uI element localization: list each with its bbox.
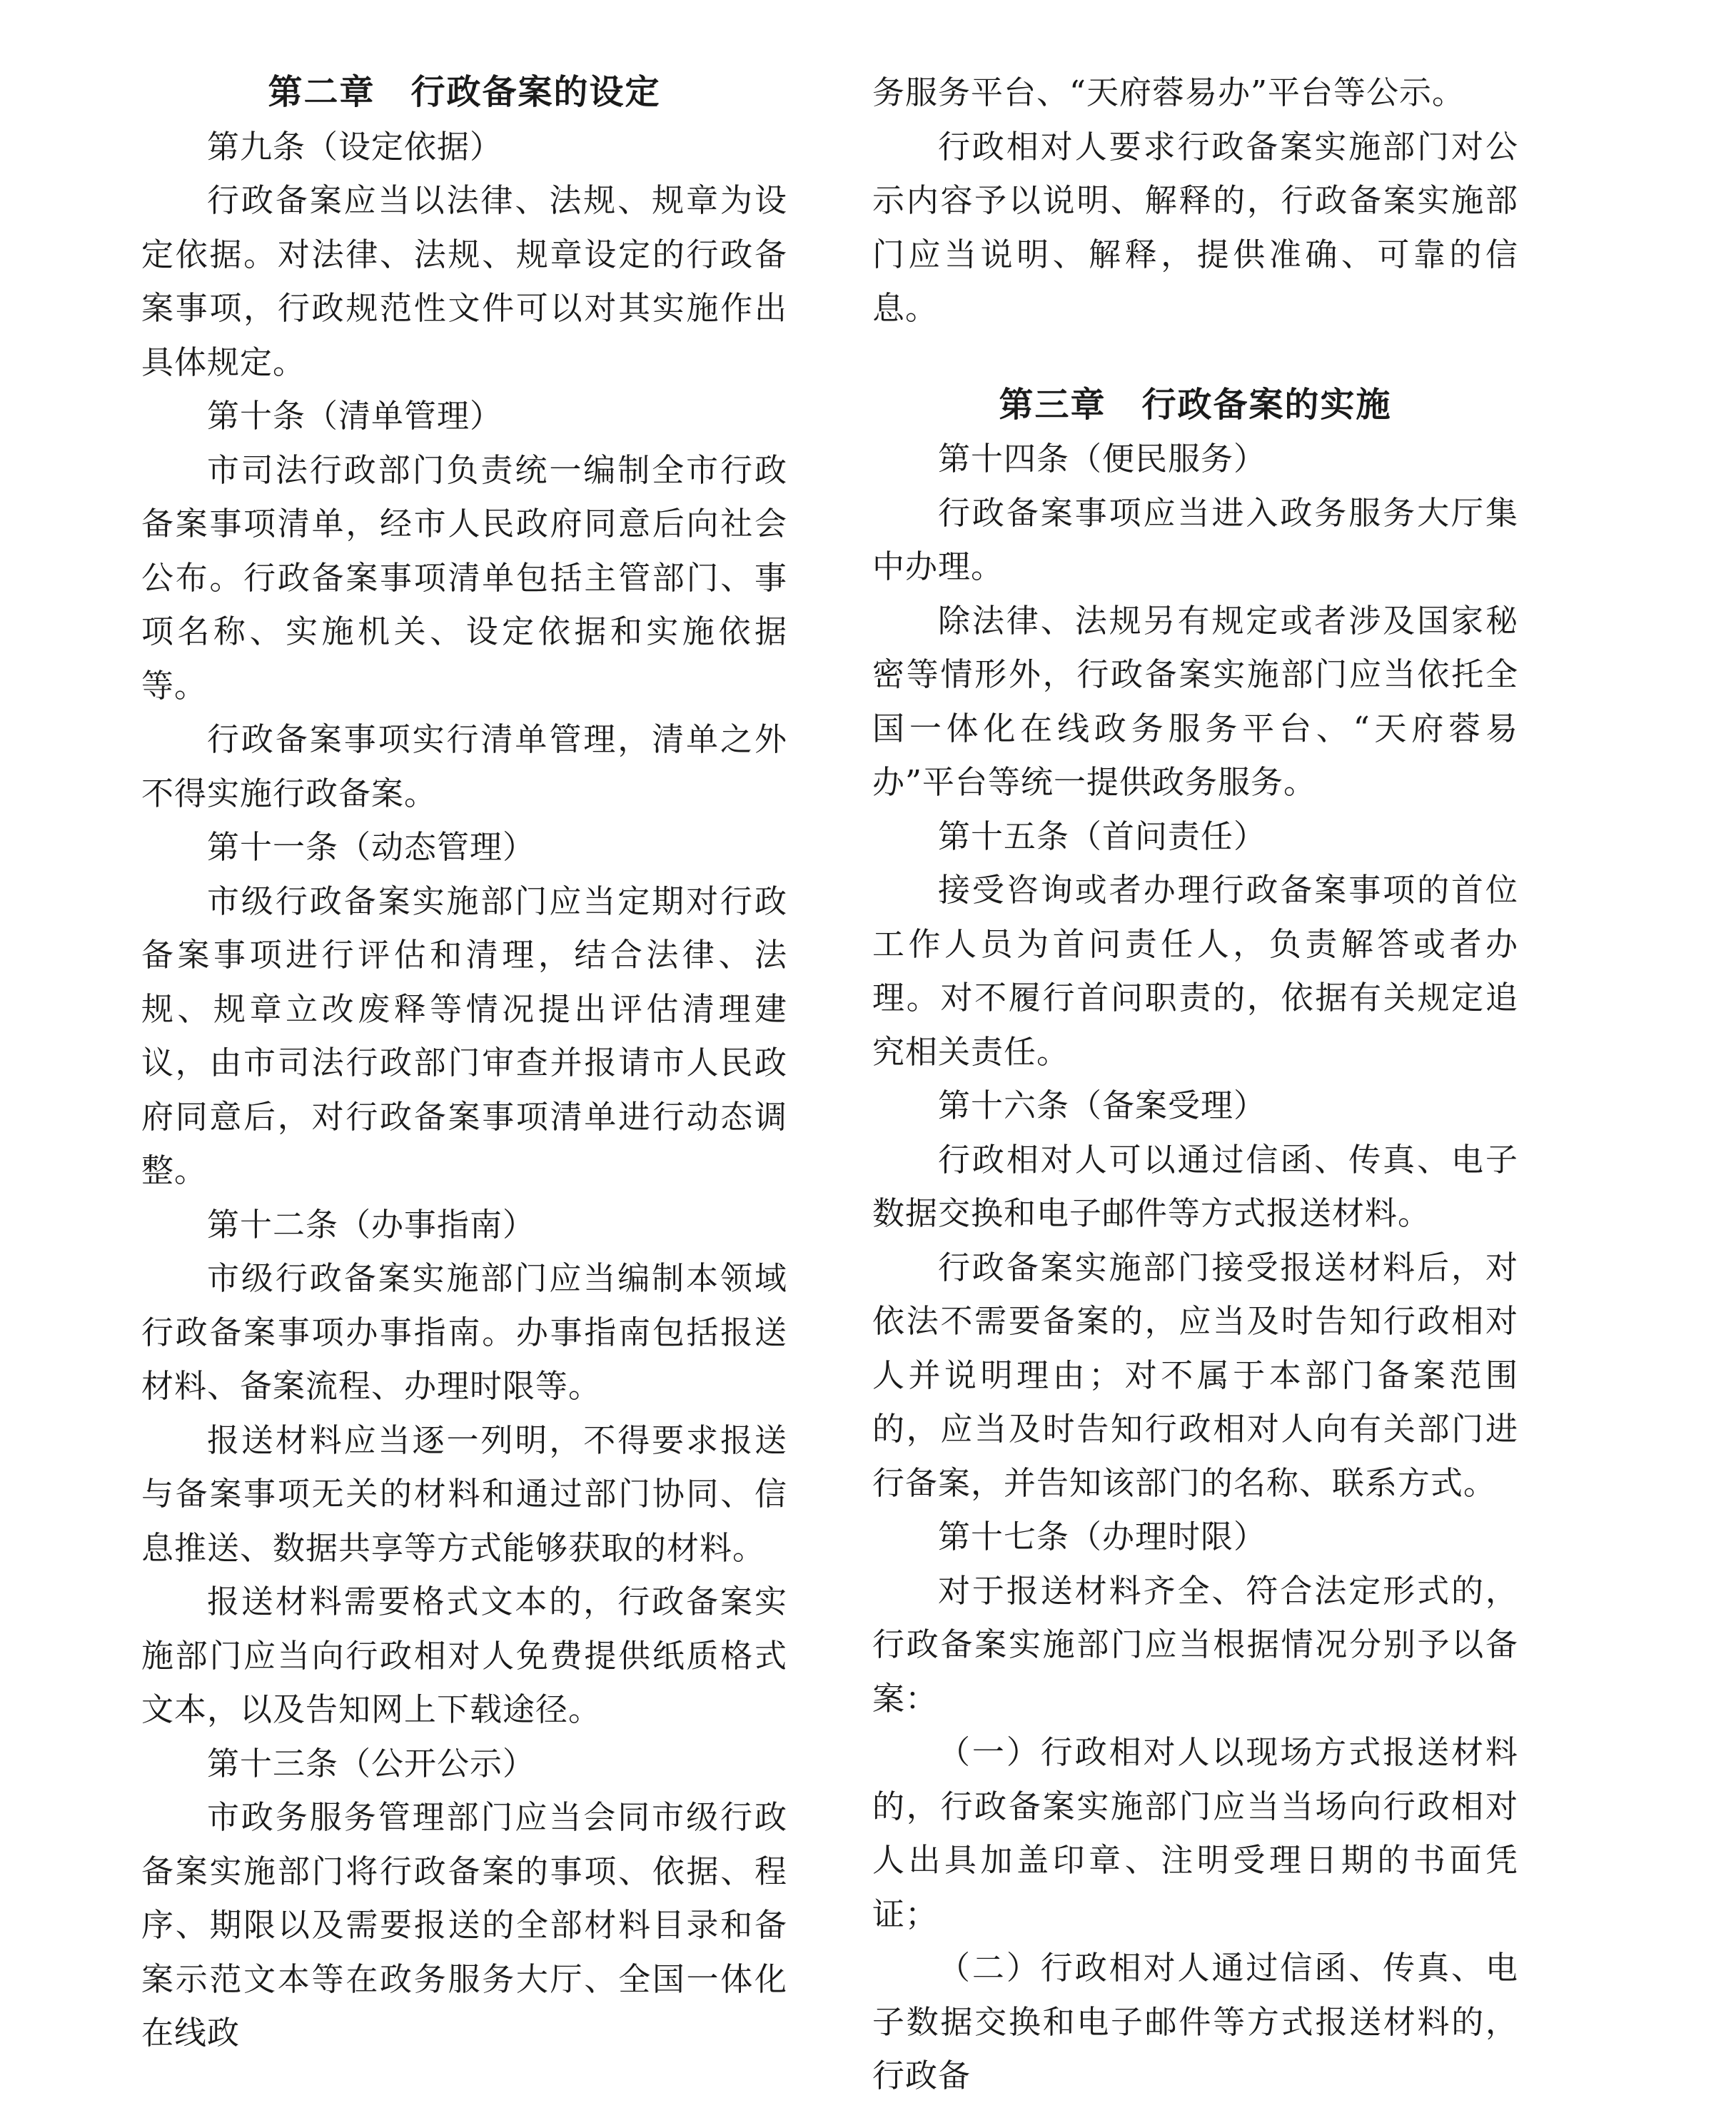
article-15-title: 第十五条（首问责任） bbox=[938, 817, 1267, 855]
chapter-3-heading: 第三章 行政备案的实施 bbox=[999, 384, 1392, 425]
article-12-body-3: 报送材料需要格式文本的，行政备案实施部门应当向行政相对人免费提供纸质格式文本，以及告知网上下载途径。 bbox=[141, 1583, 787, 1728]
article-12-body-2: 报送材料应当逐一列明，不得要求报送与备案事项无关的材料和通过部门协同、信息推送、数据共享等方式能够获取的材料。 bbox=[141, 1421, 787, 1567]
left-column bbox=[141, 66, 787, 2060]
section-gap bbox=[872, 336, 1518, 378]
article-10-body-2: 行政备案事项实行清单管理，清单之外不得实施行政备案。 bbox=[141, 720, 787, 812]
article-16-body-2: 行政备案实施部门接受报送材料后，对依法不需要备案的，应当及时告知行政相对人并说明理由；对不属于本部门备案范围的，应当及时告知行政相对人向有关部门进行备案，并告知该部门的名称、联系方式。 bbox=[872, 1248, 1518, 1502]
article-13-title: 第十三条（公开公示） bbox=[207, 1744, 536, 1782]
article-12-title: 第十二条（办事指南） bbox=[207, 1205, 536, 1244]
article-10-title: 第十条（清单管理） bbox=[207, 397, 503, 435]
article-17-title: 第十七条（办理时限） bbox=[938, 1518, 1267, 1555]
article-16-body-1: 行政相对人可以通过信函、传真、电子数据交换和电子邮件等方式报送材料。 bbox=[872, 1140, 1518, 1232]
article-17-item-1: （一）行政相对人以现场方式报送材料的，行政备案实施部门应当当场向行政相对人出具加盖印章、注明受理日期的书面凭证； bbox=[872, 1733, 1518, 1933]
article-14-body-1: 行政备案事项应当进入政务服务大厅集中办理。 bbox=[872, 493, 1518, 585]
article-13-body-1-continued: 务服务平台、“天府蓉易办”平台等公示。 bbox=[872, 74, 1465, 111]
article-14-body-2: 除法律、法规另有规定或者涉及国家秘密等情形外，行政备案实施部门应当依托全国一体化在线政务服务平台、“天府蓉易办”平台等统一提供政务服务。 bbox=[872, 601, 1518, 801]
article-15-body: 接受咨询或者办理行政备案事项的首位工作人员为首问责任人，负责解答或者办理。对不履行首问职责的，依据有关规定追究相关责任。 bbox=[872, 871, 1518, 1071]
article-11-body: 市级行政备案实施部门应当定期对行政备案事项进行评估和清理，结合法律、法规、规章立改废释等情况提出评估清理建议，由市司法行政部门审查并报请市人民政府同意后，对行政备案事项清单进行动态调整。 bbox=[141, 882, 787, 1189]
article-13-body-2: 行政相对人要求行政备案实施部门对公示内容予以说明、解释的，行政备案实施部门应当说明、解释，提供准确、可靠的信息。 bbox=[872, 127, 1518, 327]
article-17-body: 对于报送材料齐全、符合法定形式的，行政备案实施部门应当根据情况分别予以备案： bbox=[872, 1571, 1518, 1718]
article-16-title: 第十六条（备案受理） bbox=[938, 1086, 1267, 1124]
article-13-body-1: 市政务服务管理部门应当会同市级行政备案实施部门将行政备案的事项、依据、程序、期限以及需要报送的全部材料目录和备案示范文本等在政务服务大厅、全国一体化在线政 bbox=[141, 1798, 787, 2052]
article-9-body: 行政备案应当以法律、法规、规章为设定依据。对法律、法规、规章设定的行政备案事项，行政规范性文件可以对其实施作出具体规定。 bbox=[141, 181, 787, 381]
chapter-2-heading: 第二章 行政备案的设定 bbox=[268, 72, 661, 112]
article-17-item-2: （二）行政相对人通过信函、传真、电子数据交换和电子邮件等方式报送材料的，行政备 bbox=[872, 1949, 1518, 2094]
article-12-body-1: 市级行政备案实施部门应当编制本领域行政备案事项办事指南。办事指南包括报送材料、备案流程、办理时限等。 bbox=[141, 1259, 787, 1405]
article-14-title: 第十四条（便民服务） bbox=[938, 440, 1267, 478]
article-10-body-1: 市司法行政部门负责统一编制全市行政备案事项清单，经市人民政府同意后向社会公布。行政备案事项清单包括主管部门、事项名称、实施机关、设定依据和实施依据等。 bbox=[141, 450, 787, 705]
article-9-title: 第九条（设定依据） bbox=[207, 127, 503, 166]
article-11-title: 第十一条（动态管理） bbox=[207, 828, 536, 866]
right-column bbox=[872, 66, 1518, 2103]
